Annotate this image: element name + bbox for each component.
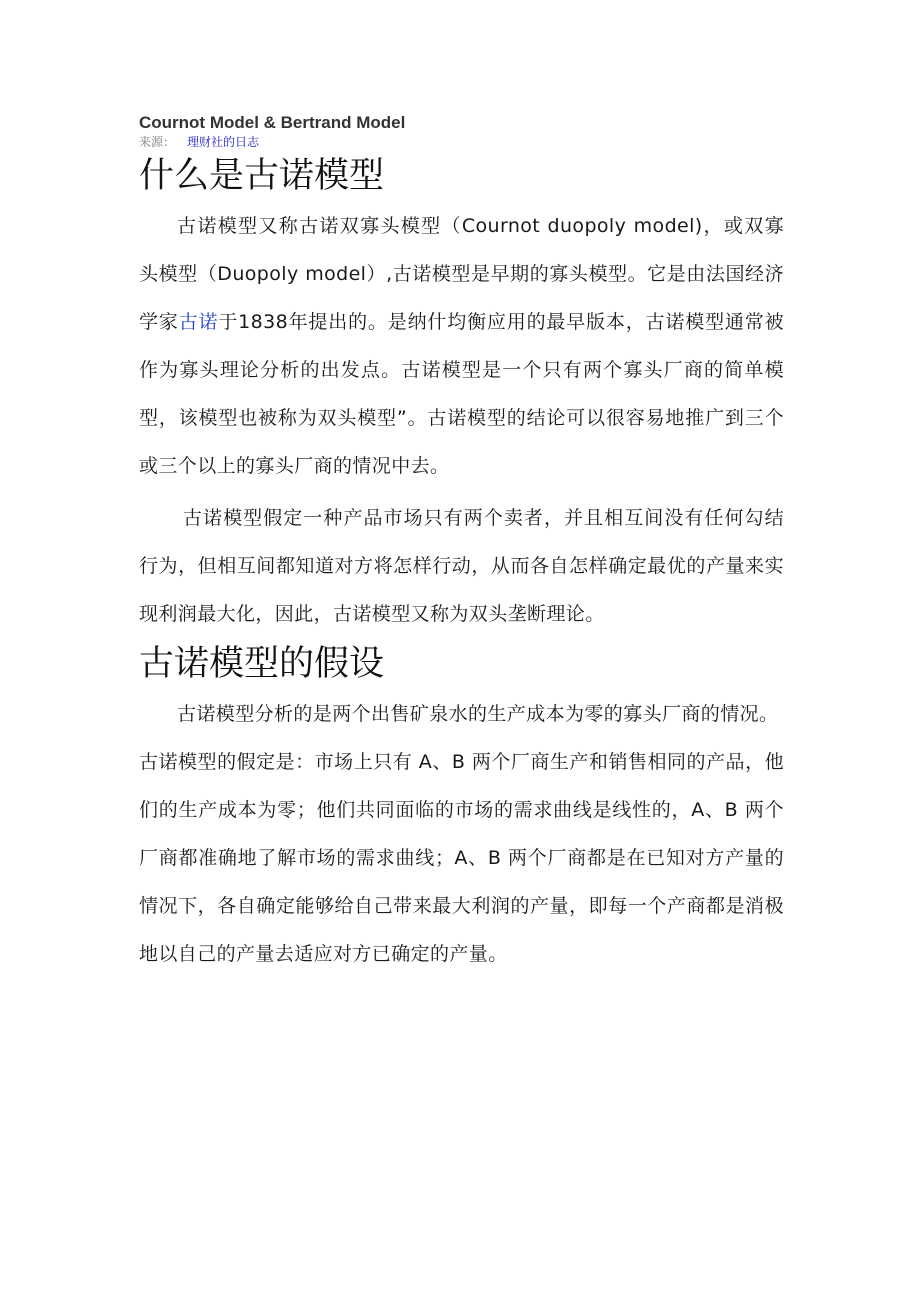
paragraph-definition	[139, 202, 784, 490]
section-heading-what-is-cournot: 什么是古诺模型	[139, 156, 385, 196]
section-heading-assumptions: 古诺模型的假设	[139, 644, 385, 684]
cournot-link[interactable]: 古诺	[178, 311, 219, 333]
document-page	[139, 112, 784, 978]
source-link[interactable]: 理财社的日志	[187, 135, 260, 149]
source-label: 来源：	[139, 135, 176, 149]
paragraph-assumptions: 古诺模型的假定是：市场上只有 A、B 两个厂商生产和销售相同的产品，他们的生产成本为零；他们共同面临的市场的需求曲线是线性的，A、B 两个厂商都准确地了解市场的需求曲线；A、B 两个厂商都是在已知对方产量的情况下，各自确定能够给自己带来最大利润的产量，即每一个产商都是消极地以自己的产量去适应对方已确定的产量。	[139, 751, 784, 965]
paragraph-analysis: 古诺模型分析的是两个出售矿泉水的生产成本为零的寡头厂商的情况。	[177, 703, 779, 725]
paragraph-definition-text-a: 古诺模型又称古诺双寡头模型（Cournot duopoly model)，或双寡头模型（Duopoly model）,古诺模型是早期的寡头模型。它是由法国经济学家	[139, 215, 784, 333]
document-title: Cournot Model & Bertrand Model	[139, 113, 406, 132]
paragraph-assumption-intro: 古诺模型假定一种产品市场只有两个卖者，并且相互间没有任何勾结行为，但相互间都知道对方将怎样行动，从而各自怎样确定最优的产量来实现利润最大化，因此，古诺模型又称为双头垄断理论。	[139, 507, 784, 625]
source-line	[139, 134, 784, 150]
paragraph-definition-text-b: 于1838年提出的。是纳什均衡应用的最早版本，古诺模型通常被作为寡头理论分析的出发点。古诺模型是一个只有两个寡头厂商的简单模型，该模型也被称为双头模型”。古诺模型的结论可以很容易地推广到三个或三个以上的寡头厂商的情况中去。	[139, 311, 784, 477]
